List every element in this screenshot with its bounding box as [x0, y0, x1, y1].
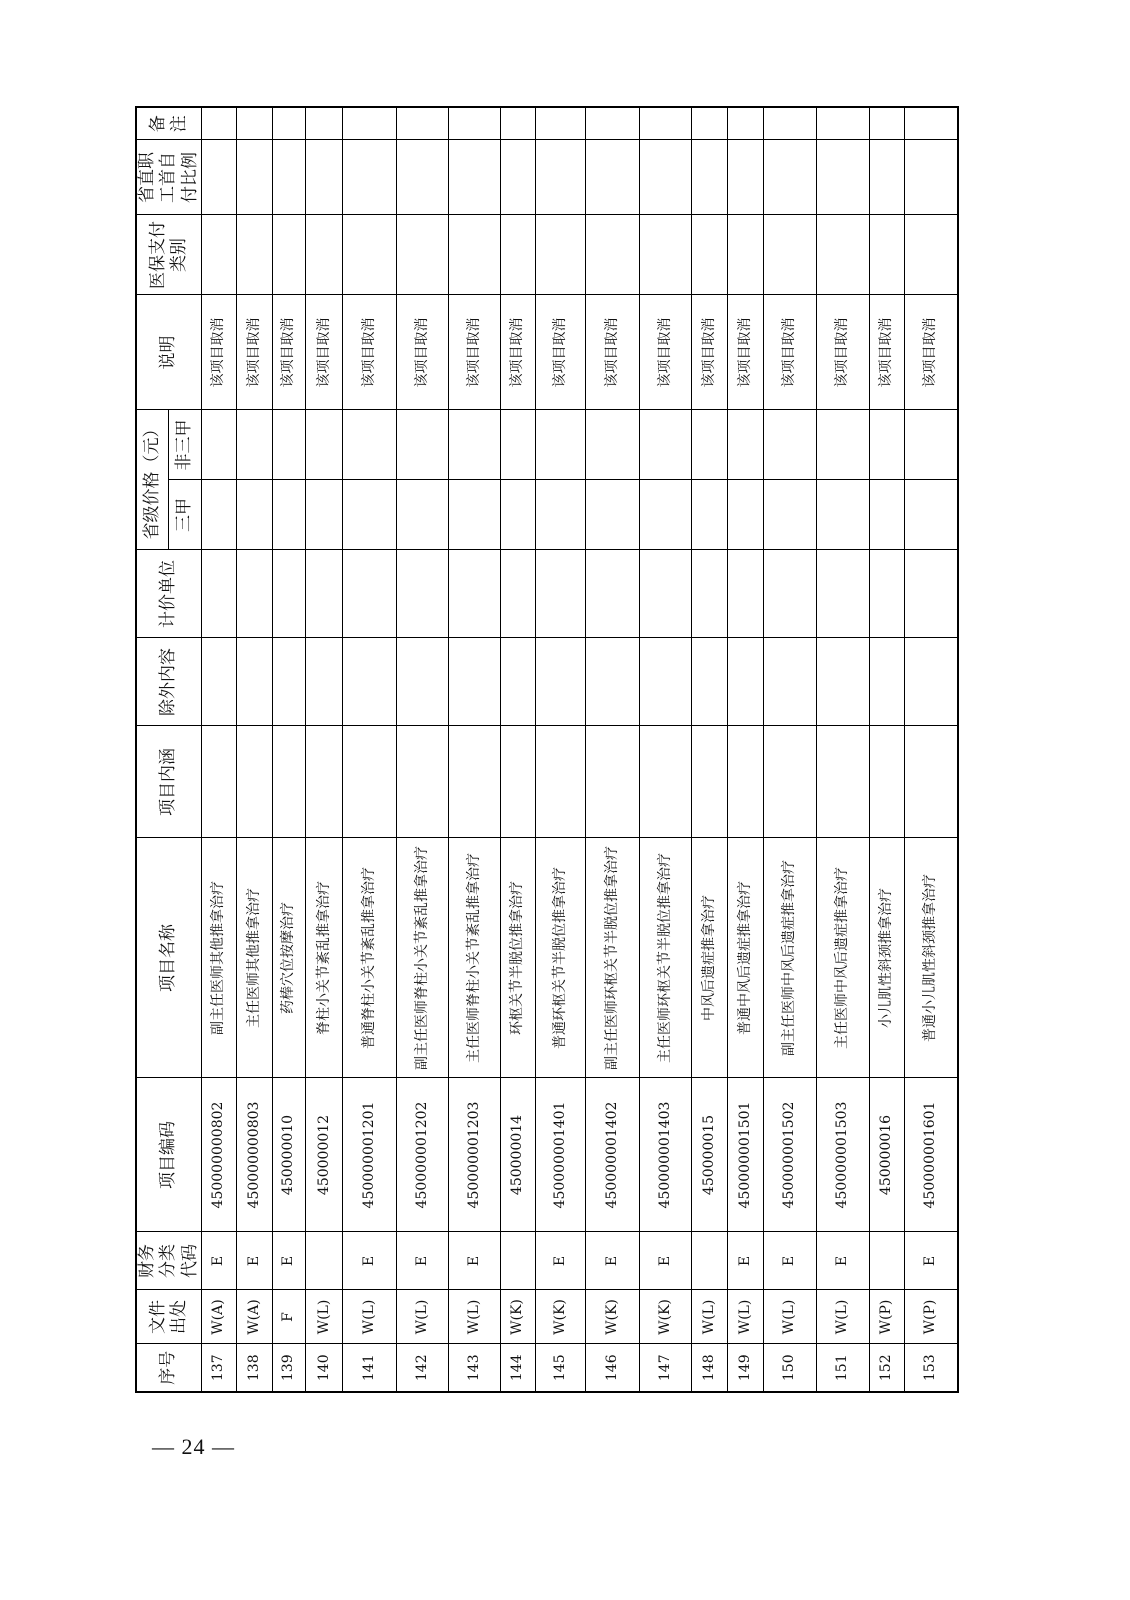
cell-item-code: 450000012 — [306, 1078, 343, 1232]
cell-seq: 144 — [501, 1344, 536, 1392]
cell-note: 该项目取消 — [727, 295, 764, 410]
cell-source: W(L) — [764, 1290, 816, 1344]
cell-item-content — [586, 726, 639, 838]
cell-item-name: 普通脊柱小关节紊乱推拿治疗 — [343, 838, 396, 1078]
cell-price-tier3 — [691, 480, 727, 550]
cell-item-name: 主任医师其他推拿治疗 — [237, 838, 273, 1078]
cell-item-code: 450000010 — [272, 1078, 306, 1232]
cell-price-non-tier3 — [448, 410, 500, 480]
cell-item-code: 450000014 — [501, 1078, 536, 1232]
cell-item-content — [691, 726, 727, 838]
cell-item-code: 450000001601 — [904, 1078, 958, 1232]
cell-source: W(L) — [396, 1290, 448, 1344]
table-body — [201, 107, 958, 1392]
cell-item-name: 主任医师中风后遗症推拿治疗 — [816, 838, 869, 1078]
cell-price-tier3 — [396, 480, 448, 550]
cell-item-content — [272, 726, 306, 838]
cell-item-code: 450000000803 — [237, 1078, 273, 1232]
cell-excluded — [535, 638, 585, 726]
header-price-group: 省级价格（元） — [136, 410, 169, 550]
cell-note: 该项目取消 — [396, 295, 448, 410]
cell-seq: 143 — [448, 1344, 500, 1392]
cell-item-content — [448, 726, 500, 838]
cell-source: W(L) — [816, 1290, 869, 1344]
cell-excluded — [272, 638, 306, 726]
cell-insurance-type — [639, 215, 691, 295]
header-remark: 备注 — [136, 107, 201, 140]
cell-seq: 150 — [764, 1344, 816, 1392]
cell-unit — [396, 550, 448, 638]
table-row — [237, 107, 273, 1392]
cell-seq: 142 — [396, 1344, 448, 1392]
cell-remark — [306, 107, 343, 140]
cell-finance-code: E — [272, 1232, 306, 1290]
cell-self-pay-ratio — [639, 140, 691, 215]
cell-note: 该项目取消 — [870, 295, 905, 410]
cell-item-name: 主任医师环枢关节半脱位推拿治疗 — [639, 838, 691, 1078]
cell-self-pay-ratio — [764, 140, 816, 215]
cell-item-content — [904, 726, 958, 838]
cell-source: W(P) — [904, 1290, 958, 1344]
cell-item-content — [501, 726, 536, 838]
cell-item-content — [306, 726, 343, 838]
header-note: 说明 — [136, 295, 201, 410]
cell-item-name: 小儿肌性斜颈推拿治疗 — [870, 838, 905, 1078]
cell-source: W(A) — [201, 1290, 237, 1344]
cell-excluded — [816, 638, 869, 726]
table-row — [272, 107, 306, 1392]
cell-price-non-tier3 — [501, 410, 536, 480]
cell-item-content — [816, 726, 869, 838]
cell-source: W(L) — [343, 1290, 396, 1344]
cell-source: W(K) — [586, 1290, 639, 1344]
cell-price-tier3 — [201, 480, 237, 550]
cell-finance-code: E — [201, 1232, 237, 1290]
cell-remark — [727, 107, 764, 140]
cell-source: W(P) — [870, 1290, 905, 1344]
cell-finance-code: E — [448, 1232, 500, 1290]
cell-item-name: 副主任医师环枢关节半脱位推拿治疗 — [586, 838, 639, 1078]
cell-remark — [816, 107, 869, 140]
cell-note: 该项目取消 — [201, 295, 237, 410]
cell-item-name: 普通小儿肌性斜颈推拿治疗 — [904, 838, 958, 1078]
table-row — [343, 107, 396, 1392]
cell-note: 该项目取消 — [535, 295, 585, 410]
cell-item-name: 脊柱小关节紊乱推拿治疗 — [306, 838, 343, 1078]
cell-price-tier3 — [448, 480, 500, 550]
cell-finance-code: E — [396, 1232, 448, 1290]
cell-item-content — [535, 726, 585, 838]
cell-seq: 149 — [727, 1344, 764, 1392]
cell-insurance-type — [586, 215, 639, 295]
cell-note: 该项目取消 — [586, 295, 639, 410]
cell-finance-code — [691, 1232, 727, 1290]
cell-excluded — [343, 638, 396, 726]
cell-unit — [272, 550, 306, 638]
table-row — [639, 107, 691, 1392]
cell-item-content — [870, 726, 905, 838]
cell-item-name: 药棒穴位按摩治疗 — [272, 838, 306, 1078]
header-insurance-type: 医保支付类别 — [136, 215, 201, 295]
cell-item-code: 450000015 — [691, 1078, 727, 1232]
cell-remark — [904, 107, 958, 140]
cell-unit — [586, 550, 639, 638]
cell-item-code: 450000001403 — [639, 1078, 691, 1232]
cell-unit — [237, 550, 273, 638]
cell-item-name: 中风后遗症推拿治疗 — [691, 838, 727, 1078]
cell-finance-code: E — [816, 1232, 869, 1290]
cell-price-non-tier3 — [870, 410, 905, 480]
cell-finance-code: E — [639, 1232, 691, 1290]
cell-unit — [691, 550, 727, 638]
cell-self-pay-ratio — [501, 140, 536, 215]
header-finance-code: 财务分类代码 — [136, 1232, 201, 1290]
cell-price-non-tier3 — [691, 410, 727, 480]
cell-finance-code: E — [727, 1232, 764, 1290]
cell-self-pay-ratio — [343, 140, 396, 215]
cell-self-pay-ratio — [396, 140, 448, 215]
cell-note: 该项目取消 — [816, 295, 869, 410]
cell-unit — [639, 550, 691, 638]
cell-excluded — [904, 638, 958, 726]
header-source: 文件出处 — [136, 1290, 201, 1344]
cell-item-content — [639, 726, 691, 838]
table-row — [448, 107, 500, 1392]
cell-price-tier3 — [639, 480, 691, 550]
cell-price-tier3 — [904, 480, 958, 550]
cell-price-non-tier3 — [639, 410, 691, 480]
cell-excluded — [764, 638, 816, 726]
table-row — [201, 107, 237, 1392]
cell-price-tier3 — [306, 480, 343, 550]
cell-insurance-type — [816, 215, 869, 295]
cell-unit — [870, 550, 905, 638]
cell-unit — [904, 550, 958, 638]
cell-price-tier3 — [343, 480, 396, 550]
cell-price-non-tier3 — [272, 410, 306, 480]
cell-insurance-type — [535, 215, 585, 295]
header-price-tier3: 三甲 — [169, 480, 201, 550]
cell-item-name: 副主任医师脊柱小关节紊乱推拿治疗 — [396, 838, 448, 1078]
cell-item-name: 副主任医师中风后遗症推拿治疗 — [764, 838, 816, 1078]
page-number: — 24 — — [152, 1434, 235, 1459]
cell-price-tier3 — [870, 480, 905, 550]
cell-price-tier3 — [272, 480, 306, 550]
cell-unit — [448, 550, 500, 638]
cell-price-non-tier3 — [343, 410, 396, 480]
cell-source: W(L) — [448, 1290, 500, 1344]
cell-item-code: 450000001201 — [343, 1078, 396, 1232]
cell-unit — [764, 550, 816, 638]
header-price-non-tier3: 非三甲 — [169, 410, 201, 480]
cell-remark — [691, 107, 727, 140]
cell-price-non-tier3 — [535, 410, 585, 480]
cell-seq: 140 — [306, 1344, 343, 1392]
cell-note: 该项目取消 — [904, 295, 958, 410]
cell-insurance-type — [448, 215, 500, 295]
cell-remark — [272, 107, 306, 140]
table-row — [306, 107, 343, 1392]
cell-unit — [535, 550, 585, 638]
cell-self-pay-ratio — [237, 140, 273, 215]
cell-item-code: 450000000802 — [201, 1078, 237, 1232]
cell-finance-code: E — [535, 1232, 585, 1290]
cell-item-name: 主任医师脊柱小关节紊乱推拿治疗 — [448, 838, 500, 1078]
cell-price-tier3 — [237, 480, 273, 550]
cell-source: W(L) — [727, 1290, 764, 1344]
cell-insurance-type — [306, 215, 343, 295]
cell-insurance-type — [501, 215, 536, 295]
header-excluded: 除外内容 — [136, 638, 201, 726]
cell-self-pay-ratio — [201, 140, 237, 215]
table-row — [816, 107, 869, 1392]
cell-insurance-type — [272, 215, 306, 295]
cell-finance-code — [501, 1232, 536, 1290]
cell-excluded — [727, 638, 764, 726]
cell-remark — [201, 107, 237, 140]
cell-price-non-tier3 — [816, 410, 869, 480]
table-row — [586, 107, 639, 1392]
header-item-content: 项目内涵 — [136, 726, 201, 838]
cell-seq: 148 — [691, 1344, 727, 1392]
cell-price-non-tier3 — [237, 410, 273, 480]
cell-note: 该项目取消 — [237, 295, 273, 410]
cell-remark — [501, 107, 536, 140]
cell-finance-code: E — [237, 1232, 273, 1290]
cell-seq: 151 — [816, 1344, 869, 1392]
cell-item-code: 450000001502 — [764, 1078, 816, 1232]
cell-source: W(L) — [691, 1290, 727, 1344]
cell-seq: 145 — [535, 1344, 585, 1392]
cell-insurance-type — [691, 215, 727, 295]
cell-item-code: 450000001401 — [535, 1078, 585, 1232]
cell-self-pay-ratio — [272, 140, 306, 215]
cell-unit — [727, 550, 764, 638]
cell-self-pay-ratio — [448, 140, 500, 215]
cell-insurance-type — [727, 215, 764, 295]
cell-item-content — [201, 726, 237, 838]
cell-remark — [396, 107, 448, 140]
table-row — [396, 107, 448, 1392]
cell-item-name: 副主任医师其他推拿治疗 — [201, 838, 237, 1078]
table-row — [904, 107, 958, 1392]
cell-price-non-tier3 — [201, 410, 237, 480]
cell-source: W(K) — [501, 1290, 536, 1344]
table-row — [691, 107, 727, 1392]
cell-note: 该项目取消 — [639, 295, 691, 410]
cell-finance-code: E — [343, 1232, 396, 1290]
cell-price-tier3 — [501, 480, 536, 550]
cell-price-non-tier3 — [586, 410, 639, 480]
cell-remark — [764, 107, 816, 140]
cell-item-code: 450000001503 — [816, 1078, 869, 1232]
header-seq: 序号 — [136, 1344, 201, 1392]
cell-item-name: 普通中风后遗症推拿治疗 — [727, 838, 764, 1078]
cell-item-code: 450000016 — [870, 1078, 905, 1232]
cell-self-pay-ratio — [727, 140, 764, 215]
cell-price-tier3 — [727, 480, 764, 550]
price-table — [135, 106, 959, 1393]
cell-insurance-type — [343, 215, 396, 295]
cell-unit — [343, 550, 396, 638]
cell-item-code: 450000001501 — [727, 1078, 764, 1232]
cell-remark — [586, 107, 639, 140]
cell-finance-code: E — [586, 1232, 639, 1290]
cell-remark — [237, 107, 273, 140]
cell-excluded — [691, 638, 727, 726]
cell-source: W(A) — [237, 1290, 273, 1344]
cell-self-pay-ratio — [816, 140, 869, 215]
cell-unit — [306, 550, 343, 638]
cell-unit — [201, 550, 237, 638]
cell-item-content — [727, 726, 764, 838]
cell-unit — [501, 550, 536, 638]
cell-price-tier3 — [764, 480, 816, 550]
cell-excluded — [237, 638, 273, 726]
rotated-table-region — [135, 108, 940, 1393]
cell-unit — [816, 550, 869, 638]
header-unit: 计价单位 — [136, 550, 201, 638]
cell-seq: 153 — [904, 1344, 958, 1392]
cell-note: 该项目取消 — [764, 295, 816, 410]
cell-self-pay-ratio — [904, 140, 958, 215]
cell-source: W(L) — [306, 1290, 343, 1344]
table-row — [764, 107, 816, 1392]
cell-finance-code — [306, 1232, 343, 1290]
cell-insurance-type — [904, 215, 958, 295]
cell-item-code: 450000001202 — [396, 1078, 448, 1232]
cell-item-content — [396, 726, 448, 838]
table-row — [870, 107, 905, 1392]
cell-note: 该项目取消 — [306, 295, 343, 410]
cell-price-non-tier3 — [904, 410, 958, 480]
cell-excluded — [201, 638, 237, 726]
cell-price-tier3 — [816, 480, 869, 550]
cell-self-pay-ratio — [535, 140, 585, 215]
cell-remark — [535, 107, 585, 140]
cell-remark — [639, 107, 691, 140]
cell-seq: 152 — [870, 1344, 905, 1392]
cell-seq: 139 — [272, 1344, 306, 1392]
header-item-name: 项目名称 — [136, 838, 201, 1078]
cell-note: 该项目取消 — [272, 295, 306, 410]
cell-note: 该项目取消 — [501, 295, 536, 410]
cell-seq: 146 — [586, 1344, 639, 1392]
table-row — [501, 107, 536, 1392]
header-row — [136, 107, 169, 1392]
cell-item-content — [343, 726, 396, 838]
cell-excluded — [448, 638, 500, 726]
cell-price-tier3 — [586, 480, 639, 550]
cell-item-name: 环枢关节半脱位推拿治疗 — [501, 838, 536, 1078]
cell-item-content — [764, 726, 816, 838]
cell-excluded — [501, 638, 536, 726]
cell-remark — [870, 107, 905, 140]
cell-insurance-type — [201, 215, 237, 295]
cell-excluded — [306, 638, 343, 726]
cell-price-non-tier3 — [727, 410, 764, 480]
cell-insurance-type — [396, 215, 448, 295]
cell-self-pay-ratio — [870, 140, 905, 215]
cell-finance-code — [870, 1232, 905, 1290]
cell-insurance-type — [870, 215, 905, 295]
cell-excluded — [639, 638, 691, 726]
cell-price-non-tier3 — [306, 410, 343, 480]
cell-source: F — [272, 1290, 306, 1344]
cell-self-pay-ratio — [586, 140, 639, 215]
cell-source: W(K) — [535, 1290, 585, 1344]
cell-item-code: 450000001402 — [586, 1078, 639, 1232]
cell-item-code: 450000001203 — [448, 1078, 500, 1232]
header-self-pay-ratio: 省直职工首自付比例 — [136, 140, 201, 215]
cell-price-non-tier3 — [396, 410, 448, 480]
cell-finance-code: E — [904, 1232, 958, 1290]
cell-finance-code: E — [764, 1232, 816, 1290]
cell-item-name: 普通环枢关节半脱位推拿治疗 — [535, 838, 585, 1078]
cell-excluded — [586, 638, 639, 726]
cell-source: W(K) — [639, 1290, 691, 1344]
cell-remark — [448, 107, 500, 140]
cell-insurance-type — [764, 215, 816, 295]
cell-excluded — [396, 638, 448, 726]
cell-excluded — [870, 638, 905, 726]
table-row — [535, 107, 585, 1392]
cell-note: 该项目取消 — [691, 295, 727, 410]
cell-price-tier3 — [535, 480, 585, 550]
cell-insurance-type — [237, 215, 273, 295]
header-item-code: 项目编码 — [136, 1078, 201, 1232]
cell-note: 该项目取消 — [343, 295, 396, 410]
cell-note: 该项目取消 — [448, 295, 500, 410]
cell-seq: 137 — [201, 1344, 237, 1392]
cell-seq: 147 — [639, 1344, 691, 1392]
cell-price-non-tier3 — [764, 410, 816, 480]
cell-remark — [343, 107, 396, 140]
cell-self-pay-ratio — [691, 140, 727, 215]
cell-seq: 141 — [343, 1344, 396, 1392]
cell-seq: 138 — [237, 1344, 273, 1392]
cell-self-pay-ratio — [306, 140, 343, 215]
cell-item-content — [237, 726, 273, 838]
table-row — [727, 107, 764, 1392]
